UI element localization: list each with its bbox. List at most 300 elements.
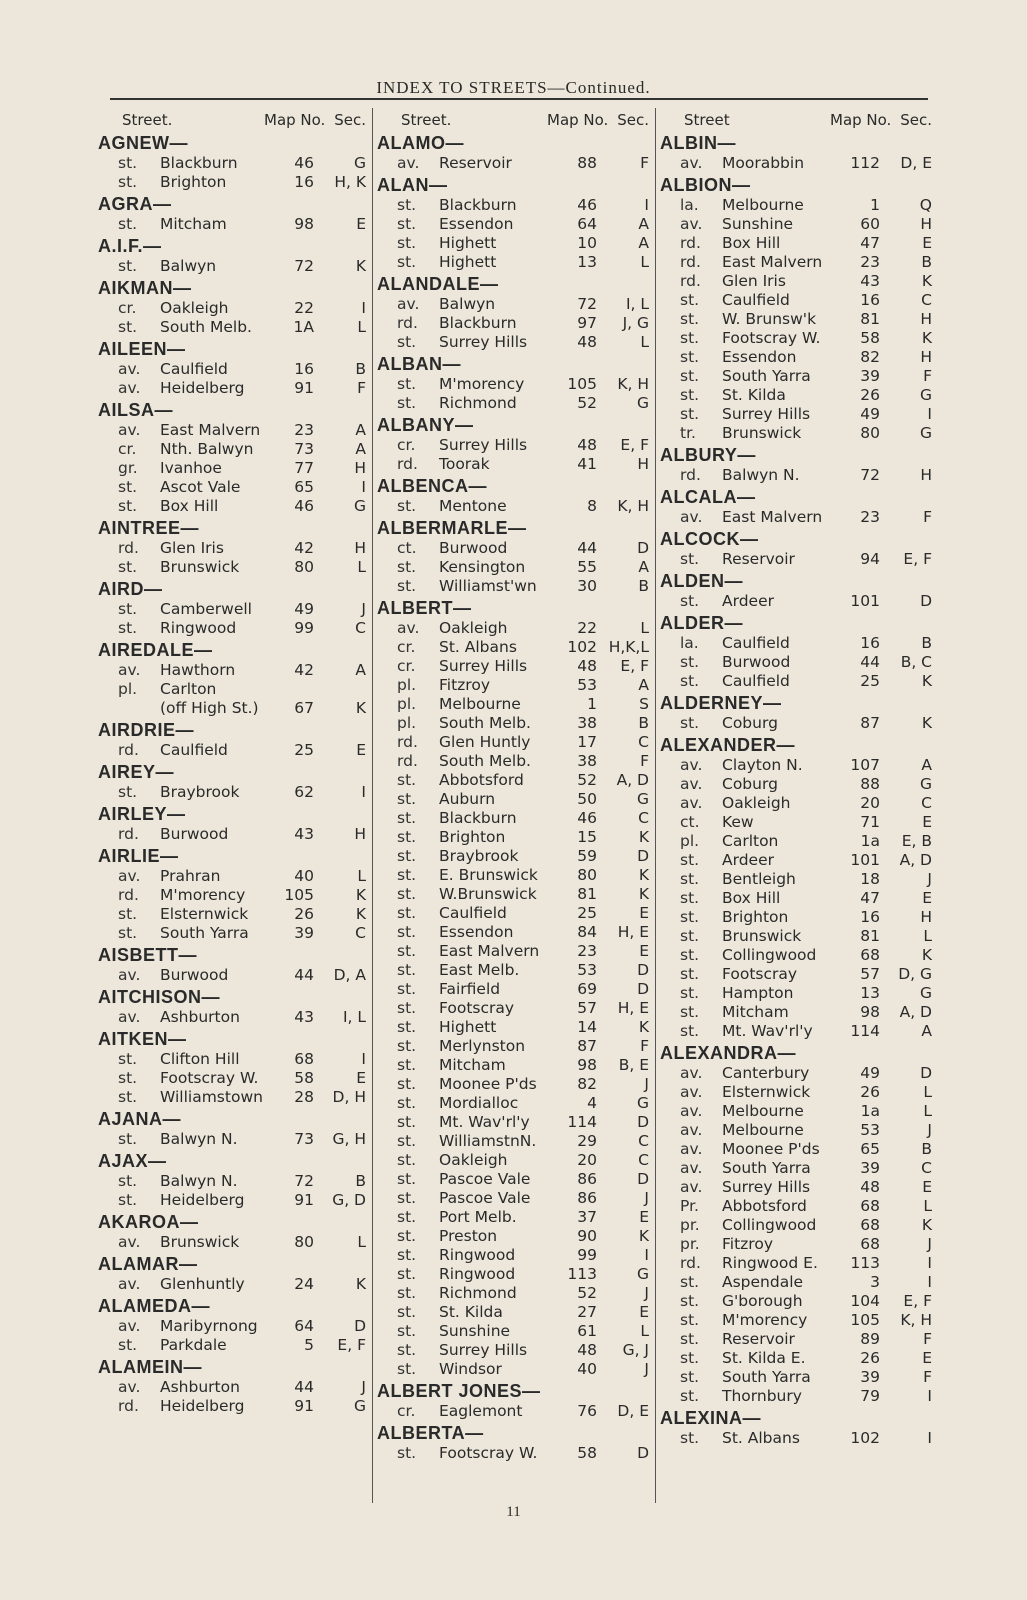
section: A (921, 756, 932, 774)
index-entry (377, 752, 649, 771)
index-entry (377, 1303, 649, 1322)
map-number: 91 (294, 1191, 314, 1209)
index-entry (98, 558, 366, 577)
index-entry (377, 961, 649, 980)
map-number: 73 (294, 1130, 314, 1148)
section: A (355, 421, 366, 439)
index-entry (377, 1018, 649, 1037)
section: B (355, 360, 366, 378)
section: G (353, 497, 366, 515)
map-number: 61 (577, 1322, 597, 1340)
map-number: 50 (577, 790, 597, 808)
map-number: 25 (294, 741, 314, 759)
locality: WilliamstnN. (439, 1132, 537, 1150)
section: K (921, 1216, 932, 1234)
map-number: 98 (577, 1056, 597, 1074)
locality: Caulfield (160, 360, 228, 378)
street-type: rd. (397, 733, 418, 751)
locality: Elsternwick (160, 905, 249, 923)
street-type: tr. (680, 424, 696, 442)
section: G (919, 424, 932, 442)
map-number: 22 (577, 619, 597, 637)
section: B (355, 1172, 366, 1190)
section: A (638, 676, 649, 694)
index-entry (660, 653, 932, 672)
page-title: INDEX TO STREETS—Continued. (376, 78, 651, 97)
map-number: 29 (577, 1132, 597, 1150)
section: E, B (901, 832, 932, 850)
section: C (921, 1159, 932, 1177)
section: E (639, 904, 649, 922)
index-entry (377, 1151, 649, 1170)
map-number: 37 (577, 1208, 597, 1226)
map-number: 23 (577, 942, 597, 960)
street-type: st. (397, 1284, 417, 1302)
map-number: 46 (294, 154, 314, 172)
index-entry (377, 695, 649, 714)
street-type: st. (680, 1330, 700, 1348)
section: C (921, 794, 932, 812)
street-heading: ALEXANDER— (660, 735, 796, 755)
index-entry (377, 394, 649, 413)
street-type: rd. (118, 825, 139, 843)
street-heading: ALBERTA— (377, 1423, 484, 1443)
map-number: 15 (577, 828, 597, 846)
locality: East Melb. (439, 961, 520, 979)
section: D, E (900, 154, 932, 172)
index-entry (660, 1197, 932, 1216)
street-heading: ALCOCK— (660, 529, 759, 549)
locality: Coburg (722, 714, 778, 732)
section: L (640, 333, 649, 351)
index-entry (660, 550, 932, 569)
section: B (638, 714, 649, 732)
section: L (357, 1233, 366, 1251)
street-type (118, 699, 160, 718)
section: J (644, 1075, 649, 1093)
street-type: st. (680, 550, 700, 568)
index-entry (660, 908, 932, 927)
street-type: st. (680, 714, 700, 732)
section: E, F (903, 1292, 932, 1310)
index-entry (377, 1227, 649, 1246)
locality: Williamstown (160, 1088, 263, 1106)
locality: Balwyn N. (160, 1130, 238, 1148)
street-type: st. (680, 1022, 700, 1040)
map-number: 58 (294, 1069, 314, 1087)
index-entry (377, 942, 649, 961)
street-type: st. (397, 253, 417, 271)
locality: Port Melb. (439, 1208, 517, 1226)
street-type: st. (118, 1069, 138, 1087)
street-heading: ALBAN— (377, 354, 461, 374)
locality: Caulfield (722, 634, 790, 652)
map-number: 10 (577, 234, 597, 252)
street-heading: AISBETT— (98, 945, 198, 965)
page-number: 11 (506, 1504, 521, 1520)
index-entry (98, 215, 366, 234)
entry-list (377, 133, 649, 1463)
street-type: cr. (118, 299, 137, 317)
index-entry (377, 497, 649, 516)
map-number: 20 (860, 794, 880, 812)
locality: Pascoe Vale (439, 1170, 531, 1188)
map-number: 57 (860, 965, 880, 983)
section: D (637, 847, 649, 865)
index-entry (660, 367, 932, 386)
street-type: st. (118, 215, 138, 233)
header-sec: Sec. (617, 111, 649, 129)
street-heading: ALBANY— (377, 415, 474, 435)
index-entry (98, 661, 366, 680)
locality: W.Brunswick (439, 885, 537, 903)
section: I, L (625, 295, 649, 313)
street-type: rd. (680, 253, 701, 271)
index-entry (98, 1378, 366, 1397)
map-number: 20 (577, 1151, 597, 1169)
index-entry (98, 478, 366, 497)
street-type: st. (397, 215, 417, 233)
map-number: 89 (860, 1330, 880, 1348)
map-number: 39 (860, 367, 880, 385)
street-type: av. (680, 794, 703, 812)
section: F (923, 508, 932, 526)
street-type: st. (397, 1151, 417, 1169)
street-type: pl. (680, 832, 700, 850)
index-entry (98, 459, 366, 478)
street-type: st. (680, 653, 700, 671)
map-number: 88 (860, 775, 880, 793)
street-heading: ALANDALE— (377, 274, 499, 294)
map-number: 48 (577, 657, 597, 675)
index-entry (660, 832, 932, 851)
header-sec: Sec. (334, 111, 366, 129)
street-type: av. (118, 379, 141, 397)
locality: Williamst'wn (439, 577, 537, 595)
street-type: st. (680, 1273, 700, 1291)
street-type: av. (680, 1083, 703, 1101)
street-type: rd. (118, 741, 139, 759)
locality: Highett (439, 1018, 497, 1036)
locality: Ivanhoe (160, 459, 222, 477)
section: I (361, 1050, 366, 1068)
index-entry (660, 1235, 932, 1254)
street-type: st. (680, 965, 700, 983)
locality: Coburg (722, 775, 778, 793)
section: C (638, 733, 649, 751)
street-heading: AIRDRIE— (98, 720, 195, 740)
index-entry (660, 634, 932, 653)
street-type: st. (397, 577, 417, 595)
section: G (636, 790, 649, 808)
street-heading: ALBIN— (660, 133, 736, 153)
locality: Box Hill (722, 234, 781, 252)
section: L (640, 1322, 649, 1340)
locality: Reservoir (722, 1330, 795, 1348)
section: D (637, 980, 649, 998)
locality: Aspendale (722, 1273, 804, 1291)
section: A (355, 661, 366, 679)
index-entry (377, 1444, 649, 1463)
map-number: 53 (577, 961, 597, 979)
index-entry (98, 699, 366, 718)
map-number: 99 (577, 1246, 597, 1264)
locality: Footscray W. (722, 329, 821, 347)
street-heading: AIRD— (98, 579, 163, 599)
locality: Surrey Hills (722, 1178, 811, 1196)
locality: South Yarra (160, 924, 249, 942)
map-number: 38 (577, 752, 597, 770)
locality: Camberwell (160, 600, 252, 618)
index-entry (377, 980, 649, 999)
map-number: 73 (294, 440, 314, 458)
section: C (638, 1132, 649, 1150)
map-number: 72 (860, 466, 880, 484)
index-entry (377, 1341, 649, 1360)
map-number: 87 (860, 714, 880, 732)
locality: Fitzroy (722, 1235, 773, 1253)
map-number: 17 (577, 733, 597, 751)
street-type: st. (680, 1387, 700, 1405)
street-heading: AILSA— (98, 400, 173, 420)
index-entry (377, 436, 649, 455)
locality: Melbourne (722, 196, 804, 214)
index-entry (377, 809, 649, 828)
index-entry (377, 676, 649, 695)
locality: Footscray (722, 965, 798, 983)
section: D, G (898, 965, 932, 983)
locality: Mentone (439, 497, 507, 515)
index-entry (377, 885, 649, 904)
locality: Burwood (439, 539, 508, 557)
index-entry (377, 1265, 649, 1284)
header-map-no: Map No. (830, 111, 892, 129)
locality: Mt. Wav'rl'y (722, 1022, 813, 1040)
locality: Clifton Hill (160, 1050, 240, 1068)
map-number: 87 (577, 1037, 597, 1055)
street-type: rd. (118, 1397, 139, 1415)
locality: Caulfield (722, 291, 790, 309)
street-type: st. (118, 497, 138, 515)
map-number: 16 (860, 908, 880, 926)
section: B (638, 577, 649, 595)
street-type: rd. (118, 886, 139, 904)
map-number: 46 (577, 809, 597, 827)
street-type: st. (118, 1130, 138, 1148)
index-entry (98, 867, 366, 886)
map-number: 55 (577, 558, 597, 576)
index-entry (98, 318, 366, 337)
header-sec: Sec. (900, 111, 932, 129)
locality: Moonee P'ds (439, 1075, 537, 1093)
locality: Melbourne (722, 1102, 804, 1120)
map-number: 97 (577, 314, 597, 332)
map-number: 68 (294, 1050, 314, 1068)
section: E, F (903, 550, 932, 568)
locality: Maribyrnong (160, 1317, 258, 1335)
street-heading: AKAROA— (98, 1212, 199, 1232)
locality: Mitcham (439, 1056, 506, 1074)
map-number: 60 (860, 215, 880, 233)
index-entry (377, 999, 649, 1018)
map-number: 42 (294, 539, 314, 557)
street-heading: ALDEN— (660, 571, 743, 591)
locality: Blackburn (160, 154, 238, 172)
locality: South Melb. (439, 714, 531, 732)
map-number: 94 (860, 550, 880, 568)
street-type: st. (397, 394, 417, 412)
street-type: av. (680, 775, 703, 793)
index-entry (377, 1246, 649, 1265)
index-entry (377, 657, 649, 676)
map-number: 113 (850, 1254, 880, 1272)
index-entry (660, 348, 932, 367)
index-entry (377, 1322, 649, 1341)
street-type: st. (397, 1444, 417, 1462)
map-number: 82 (860, 348, 880, 366)
locality: Oakleigh (722, 794, 791, 812)
locality: (off High St.) (160, 699, 259, 717)
section: F (640, 1037, 649, 1055)
section: L (923, 1083, 932, 1101)
street-type: av. (118, 966, 141, 984)
locality: Glen Huntly (439, 733, 531, 751)
locality: Prahran (160, 867, 221, 885)
column-header (98, 110, 366, 130)
index-entry (377, 1402, 649, 1421)
street-type: st. (118, 1172, 138, 1190)
section: J (644, 1284, 649, 1302)
street-type: av. (397, 154, 420, 172)
section: L (357, 318, 366, 336)
street-type: st. (680, 1292, 700, 1310)
street-type: st. (118, 173, 138, 191)
map-number: 44 (577, 539, 597, 557)
street-type: cr. (397, 657, 416, 675)
locality: St. Kilda (439, 1303, 503, 1321)
section: B (921, 1140, 932, 1158)
section: H,K,L (608, 638, 649, 656)
index-entry (377, 1170, 649, 1189)
index-entry (660, 1178, 932, 1197)
street-type: st. (118, 257, 138, 275)
index-entry (660, 196, 932, 215)
header-street: Street. (401, 111, 452, 129)
locality: E. Brunswick (439, 866, 538, 884)
street-type: av. (680, 1102, 703, 1120)
index-entry (377, 714, 649, 733)
street-type: st. (680, 1003, 700, 1021)
locality: M'morency (439, 375, 525, 393)
index-entry (660, 1003, 932, 1022)
index-entry (98, 1275, 366, 1294)
column-divider (372, 108, 373, 1503)
locality: Ashburton (160, 1008, 240, 1026)
street-type: av. (680, 215, 703, 233)
street-type: av. (118, 421, 141, 439)
street-type: st. (397, 1227, 417, 1245)
index-entry (660, 1273, 932, 1292)
street-type: rd. (680, 1254, 701, 1272)
map-number: 90 (577, 1227, 597, 1245)
locality: St. Kilda (722, 386, 786, 404)
map-number: 69 (577, 980, 597, 998)
section: S (639, 695, 649, 713)
index-entry (660, 889, 932, 908)
street-type: st. (680, 310, 700, 328)
street-type: st. (680, 870, 700, 888)
locality: Brunswick (722, 927, 802, 945)
street-type: rd. (397, 455, 418, 473)
index-column-1 (98, 110, 366, 1416)
street-type: st. (118, 318, 138, 336)
map-number: 82 (577, 1075, 597, 1093)
index-entry (660, 813, 932, 832)
street-type: av. (680, 1064, 703, 1082)
index-entry (377, 196, 649, 215)
map-number: 26 (860, 386, 880, 404)
locality: Ringwood E. (722, 1254, 818, 1272)
street-type: st. (397, 1094, 417, 1112)
locality: W. Brunsw'k (722, 310, 817, 328)
street-type: st. (397, 497, 417, 515)
section: I (361, 783, 366, 801)
street-heading: AILEEN— (98, 339, 186, 359)
locality: Mt. Wav'rl'y (439, 1113, 530, 1131)
locality: Essendon (439, 215, 514, 233)
map-number: 68 (860, 1197, 880, 1215)
street-type: pl. (397, 676, 417, 694)
section: G, H (332, 1130, 366, 1148)
section: I (927, 1273, 932, 1291)
locality: Fairfield (439, 980, 501, 998)
index-entry (98, 600, 366, 619)
section: C (355, 924, 366, 942)
map-number: 52 (577, 771, 597, 789)
locality: South Yarra (722, 1368, 811, 1386)
locality: Mordialloc (439, 1094, 519, 1112)
street-type: av. (680, 1140, 703, 1158)
street-type: pl. (397, 695, 417, 713)
locality: Moorabbin (722, 154, 805, 172)
index-entry (98, 154, 366, 173)
section: I, L (342, 1008, 366, 1026)
locality: Mitcham (722, 1003, 789, 1021)
section: D, H (332, 1088, 366, 1106)
street-type: cr. (397, 1402, 416, 1420)
header-map-no: Map No. (264, 111, 326, 129)
index-entry (660, 1216, 932, 1235)
map-number (278, 680, 322, 699)
street-heading: ALDERNEY— (660, 693, 782, 713)
locality: Balwyn N. (722, 466, 800, 484)
map-number: 64 (294, 1317, 314, 1335)
section: H (920, 310, 932, 328)
index-entry (377, 828, 649, 847)
index-entry (377, 1360, 649, 1379)
index-entry (660, 253, 932, 272)
street-type: st. (397, 558, 417, 576)
street-type: av. (397, 619, 420, 637)
index-entry (660, 405, 932, 424)
street-type: rd. (397, 752, 418, 770)
index-entry (98, 1191, 366, 1210)
map-number: 39 (860, 1159, 880, 1177)
section: H (920, 466, 932, 484)
street-type: st. (680, 592, 700, 610)
index-entry (660, 215, 932, 234)
section: D (920, 1064, 932, 1082)
